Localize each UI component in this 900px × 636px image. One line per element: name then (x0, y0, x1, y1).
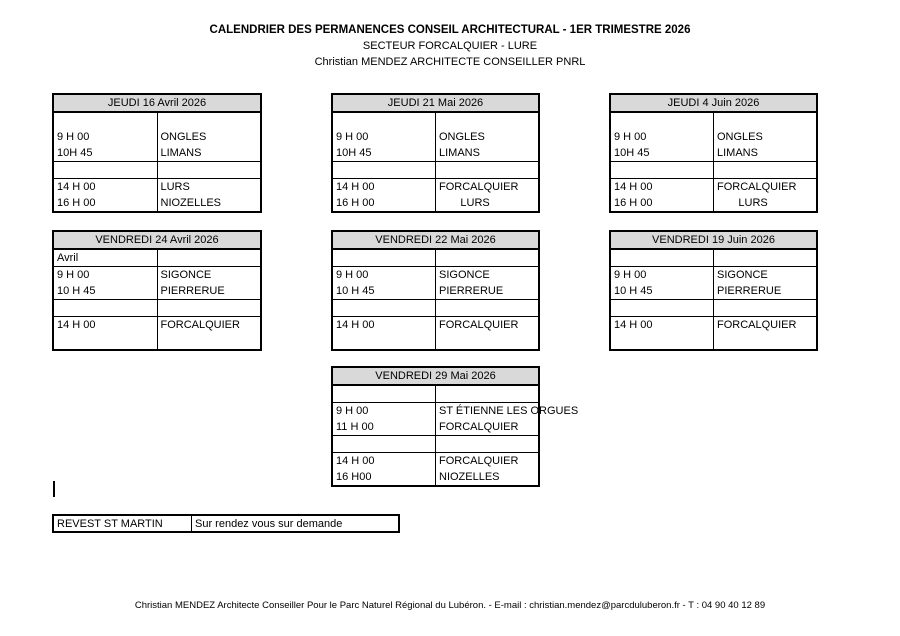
table-row (610, 283, 817, 300)
schedule-table-vendredi-29-mai (331, 366, 579, 487)
slot-place: FORCALQUIER (717, 181, 797, 193)
slot-time: 14 H 00 (332, 179, 436, 196)
slot-time: 10 H 45 (53, 283, 157, 300)
table-row (332, 300, 539, 317)
slot-time: 9 H 00 (53, 267, 157, 284)
schedule-table-vendredi-juin (609, 230, 818, 351)
month-note: Avril (53, 249, 157, 267)
table-row (53, 179, 261, 196)
slot-time: 9 H 00 (610, 267, 714, 284)
table-row (53, 195, 261, 212)
slot-time (53, 162, 157, 179)
page-title: CALENDRIER DES PERMANENCES CONSEIL ARCHITECTURAL - 1ER TRIMESTRE 2026 (209, 24, 691, 36)
table-date: JEUDI 16 Avril 2026 (53, 94, 261, 112)
slot-place: LURS (439, 197, 490, 209)
slot-time: 14 H 00 (53, 317, 157, 334)
slot-place: ONGLES (439, 131, 485, 143)
table-row (332, 419, 539, 436)
month-note (610, 249, 714, 267)
slot-place (436, 162, 540, 179)
table-row (610, 179, 817, 196)
slot-place: SIGONCE (439, 269, 490, 281)
table-row (53, 145, 261, 162)
table-row (332, 317, 539, 334)
slot-place: NIOZELLES (439, 471, 500, 483)
slot-place: FORCALQUIER (439, 181, 519, 193)
table-row (332, 195, 539, 212)
table-date: JEUDI 4 Juin 2026 (610, 94, 817, 112)
table-row (53, 129, 261, 145)
table-row (53, 300, 261, 317)
table-row (610, 267, 817, 284)
revest-place: REVEST ST MARTIN (53, 515, 192, 532)
slot-time: 10H 45 (53, 145, 157, 162)
sector-subtitle: SECTEUR FORCALQUIER - LURE (362, 40, 538, 52)
table-date: VENDREDI 19 Juin 2026 (610, 231, 817, 249)
slot-time (332, 300, 436, 317)
slot-place (157, 300, 261, 317)
schedule-table-vendredi-mai (331, 230, 540, 351)
table-row (332, 267, 539, 284)
slot-place: LIMANS (717, 147, 758, 159)
slot-place: FORCALQUIER (717, 319, 797, 331)
architect-subtitle: Christian MENDEZ ARCHITECTE CONSEILLER PNRL (314, 56, 586, 68)
table-row (610, 145, 817, 162)
slot-place: LURS (717, 197, 768, 209)
slot-time: 9 H 00 (610, 129, 714, 145)
slot-time: 14 H 00 (332, 317, 436, 334)
slot-time: 11 H 00 (332, 419, 436, 436)
table-row (610, 317, 817, 334)
table-row (53, 283, 261, 300)
table-row (332, 145, 539, 162)
table-date: JEUDI 21 Mai 2026 (332, 94, 539, 112)
slot-place: SIGONCE (160, 269, 212, 281)
schedule-table-vendredi-avril (52, 230, 262, 351)
slot-place (714, 300, 818, 317)
slot-time: 9 H 00 (332, 403, 436, 420)
slot-place: ONGLES (160, 131, 207, 143)
slot-place: LIMANS (160, 147, 202, 159)
table-row (610, 129, 817, 145)
slot-time: 14 H 00 (610, 317, 714, 334)
table-row (332, 179, 539, 196)
table-date: VENDREDI 24 Avril 2026 (53, 231, 261, 249)
slot-time: 9 H 00 (332, 129, 436, 145)
table-row (53, 267, 261, 284)
table-row (53, 162, 261, 179)
month-note (332, 385, 436, 403)
slot-time: 10H 45 (610, 145, 714, 162)
slot-time (610, 300, 714, 317)
slot-place: LURS (160, 181, 190, 193)
table-row (53, 515, 399, 532)
footer-contact: Christian MENDEZ Architecte Conseiller Pour le Parc Naturel Régional du Lubéron. - E-mail : christian.mendez@parcduluberon.fr - T : 04 90 40 12 89 (134, 600, 766, 611)
slot-time: 14 H 00 (53, 179, 157, 196)
slot-place (436, 436, 540, 453)
slot-time (53, 300, 157, 317)
slot-time (332, 436, 436, 453)
slot-time: 16 H 00 (332, 195, 436, 212)
slot-place (157, 162, 261, 179)
table-row (332, 436, 539, 453)
schedule-table-jeudi-juin (609, 93, 818, 213)
slot-place: NIOZELLES (160, 197, 222, 209)
table-row (332, 283, 539, 300)
table-row (332, 453, 539, 470)
slot-time: 14 H 00 (610, 179, 714, 196)
slot-place: PIERRERUE (439, 285, 504, 297)
slot-time: 16 H 00 (610, 195, 714, 212)
table-row (332, 403, 539, 420)
revest-note: Sur rendez vous sur demande (195, 517, 343, 530)
slot-time: 9 H 00 (332, 267, 436, 284)
slot-time: 14 H 00 (332, 453, 436, 470)
month-note (332, 249, 436, 267)
table-row (332, 162, 539, 179)
schedule-table-jeudi-avril (52, 93, 262, 213)
slot-place: FORCALQUIER (160, 319, 240, 331)
slot-place: FORCALQUIER (439, 421, 519, 433)
revest-table (52, 514, 400, 533)
slot-time: 10H 45 (332, 145, 436, 162)
slot-place: LIMANS (439, 147, 480, 159)
table-date: VENDREDI 22 Mai 2026 (332, 231, 539, 249)
slot-place (436, 300, 540, 317)
slot-place: FORCALQUIER (439, 455, 519, 467)
schedule-table-jeudi-mai (331, 93, 540, 213)
table-date: VENDREDI 29 Mai 2026 (332, 367, 539, 385)
slot-place (714, 162, 818, 179)
slot-place: FORCALQUIER (439, 319, 519, 331)
table-row (332, 129, 539, 145)
table-row (53, 317, 261, 334)
text-cursor (53, 481, 55, 497)
slot-place: SIGONCE (717, 269, 768, 281)
slot-time: 10 H 45 (332, 283, 436, 300)
slot-time: 9 H 00 (53, 129, 157, 145)
slot-time (332, 162, 436, 179)
slot-place: ONGLES (717, 131, 763, 143)
table-row (610, 300, 817, 317)
slot-time: 16 H 00 (53, 195, 157, 212)
slot-place: PIERRERUE (160, 285, 225, 297)
table-row (610, 195, 817, 212)
table-row (610, 162, 817, 179)
slot-place: ST ÉTIENNE LES ORGUES (439, 405, 579, 417)
slot-time (610, 162, 714, 179)
table-row (332, 469, 539, 486)
slot-time: 16 H00 (332, 469, 436, 486)
slot-time: 10 H 45 (610, 283, 714, 300)
slot-place: PIERRERUE (717, 285, 782, 297)
